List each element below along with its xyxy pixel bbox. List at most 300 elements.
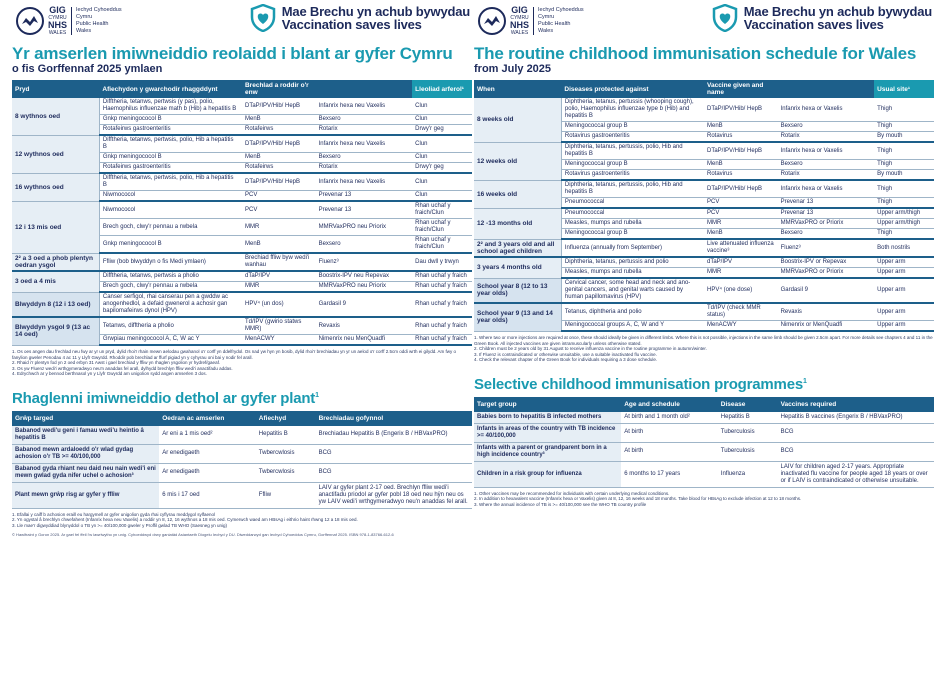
- footnote: 1. Other vaccines may be recommended for individuals with certain underlying medical conditions.: [474, 490, 670, 496]
- column-header: Grŵp targed: [12, 411, 159, 426]
- slogan-english: Vaccination saves lives: [743, 17, 884, 32]
- vaccine-cell: DTaP/IPV/Hib/ HepB: [242, 98, 316, 115]
- column-header: Pryd: [12, 80, 99, 98]
- brand-cell: Nimenrix neu MenQuadfi: [316, 335, 413, 346]
- selective-table: [474, 397, 934, 488]
- table-row: [474, 208, 934, 219]
- org-name-line: Iechyd Cyhoeddus: [538, 7, 584, 13]
- selective-footnotes: [474, 491, 934, 508]
- age-cell: 12 weeks old: [474, 142, 561, 180]
- age-schedule-cell: 6 months to 17 years: [621, 461, 718, 487]
- vaccine-cell: MenB: [704, 160, 778, 170]
- site-cell: Drwy'r geg: [412, 125, 472, 136]
- site-cell: By mouth: [874, 170, 934, 181]
- brand-cell: Infanrix hexa neu Vaxelis: [316, 98, 413, 115]
- table-row: [12, 173, 472, 191]
- site-cell: Upper arm/thigh: [874, 219, 934, 229]
- disease-cell: Difftheria, tetanws, pertwsis, polio, Hib a hepatitis B: [99, 135, 242, 153]
- age-schedule-cell: Ar enedigaeth: [159, 444, 256, 463]
- target-group-cell: Infants with a parent or grandparent born in a high incidence country³: [474, 442, 621, 461]
- routine-schedule-table: [474, 80, 934, 332]
- selective-title-text: Rhaglenni imiwneiddio dethol ar gyfer plant: [12, 389, 316, 407]
- age-cell: 16 wythnos oed: [12, 173, 99, 201]
- site-cell: Thigh: [874, 122, 934, 132]
- vaccine-cell: Rotavirus: [704, 170, 778, 181]
- vaccine-cell: MenB: [242, 115, 316, 125]
- vaccine-cell: MenB: [242, 153, 316, 163]
- table-header-row: [12, 80, 472, 98]
- age-schedule-cell: 6 mis i 17 oed: [159, 482, 256, 508]
- age-cell: 3 oed a 4 mis: [12, 271, 99, 292]
- vaccine-cell: BCG: [778, 442, 934, 461]
- disease-cell: Twbercwlosis: [256, 463, 316, 482]
- brand-cell: Boostrix-IPV or Repevax: [778, 257, 875, 268]
- target-group-cell: Babanod gyda rhiant neu daid neu nain wedi'i eni mewn gwlad gyda nifer uchel o achosion³: [12, 463, 159, 482]
- disease-cell: Meningococcal groups A, C, W and Y: [561, 321, 704, 332]
- vaccine-cell: MenB: [242, 236, 316, 254]
- vaccine-cell: DTaP/IPV/Hib/ HepB: [704, 180, 778, 198]
- org-name: [76, 7, 122, 35]
- wales-text: WALES: [48, 30, 67, 36]
- age-schedule-cell: At birth: [621, 423, 718, 442]
- disease-cell: Influenza: [718, 461, 778, 487]
- welsh-column: [8, 0, 476, 674]
- disease-cell: Tetanus, diphtheria and polio: [561, 303, 704, 321]
- vaccine-cell: Td/IPV (check MMR status): [704, 303, 778, 321]
- column-header: Afiechydon y gwarchodir rhaggddynt: [99, 80, 242, 98]
- cymru-text: CYMRU: [48, 15, 67, 21]
- age-cell: 12 -13 months old: [474, 208, 561, 239]
- vaccine-cell: Live attenuated influenza vaccine³: [704, 239, 778, 257]
- age-cell: 8 wythnos oed: [12, 98, 99, 135]
- table-row: [474, 278, 934, 303]
- column-header: [778, 80, 875, 98]
- disease-cell: Meningococcal group B: [561, 160, 704, 170]
- nhs-wales-logo: [478, 6, 584, 36]
- brand-cell: Fluenz³: [316, 253, 413, 271]
- site-cell: Thigh: [874, 142, 934, 160]
- slogan-text: [744, 5, 932, 31]
- vaccine-cell: Hepatitis B vaccines (Engerix B / HBVaxPRO): [778, 412, 934, 424]
- disease-cell: Difftheria, tetanws, pertwsis (y pas), polio, Haemophilus influenzae math b (Hib) a hepatitis B: [99, 98, 242, 115]
- column-header: Disease: [718, 397, 778, 412]
- table-row: [474, 257, 934, 268]
- brand-cell: Prevenar 13: [316, 191, 413, 202]
- slogan-text: [282, 5, 470, 31]
- selective-footnotes: [12, 512, 472, 529]
- nhs-text: NHS: [48, 20, 68, 30]
- footnote: 3. If Fluenz is contraindicated or otherwise unsuitable, use a suitable inactivated flu vaccine.: [474, 351, 657, 357]
- footnote: 3. Lle mae'r digwyddiad blynyddol o TB yn >= 40/100,000 gweler y Proffil gwlad TB WHO (Saesneg yn unig): [12, 522, 227, 528]
- slogan-block: [712, 4, 932, 32]
- column-header: Diseases protected against: [561, 80, 704, 98]
- disease-cell: Diphtheria, tetanus, pertussis and polio: [561, 257, 704, 268]
- brand-cell: Infanrix hexa or Vaxelis: [778, 98, 875, 122]
- age-cell: School year 9 (13 and 14 year olds): [474, 303, 561, 331]
- column-header: [316, 80, 413, 98]
- disease-cell: Tetanws, difftheria a pholio: [99, 317, 242, 335]
- disease-cell: Gnkp meningococol B: [99, 236, 242, 254]
- brand-cell: Gardasil 9: [316, 292, 413, 317]
- brand-cell: Infanrix hexa neu Vaxelis: [316, 135, 413, 153]
- brand-cell: Bexsero: [316, 115, 413, 125]
- gig-text: GIG: [511, 5, 528, 15]
- header: [470, 0, 938, 44]
- vaccine-cell: PCV: [242, 201, 316, 219]
- vaccine-cell: MenACWY: [704, 321, 778, 332]
- schedule-footnotes: [12, 349, 472, 377]
- org-name-line: Public Health: [76, 21, 109, 27]
- site-cell: Clun: [412, 98, 472, 115]
- org-name: [538, 7, 584, 35]
- site-cell: Rhan uchaf y fraich/Clun: [412, 236, 472, 254]
- site-cell: Upper arm: [874, 268, 934, 279]
- age-cell: 8 weeks old: [474, 98, 561, 142]
- column-header: Lleoliad arferol¹: [412, 80, 472, 98]
- disease-cell: Difftheria, tetanws, pertwsis, polio, Hib a hepatitis B: [99, 173, 242, 191]
- footnote: 2. Rhaid i'r plentyn fod yn 2 oed erbyn 31 Awst i gael brechiad y ffliw yn rhaglen ysgolion yr hydref/gaeaf.: [12, 360, 221, 365]
- org-name-line: Public Health: [538, 21, 571, 27]
- table-header-row: [474, 80, 934, 98]
- vaccine-cell: MMR: [704, 219, 778, 229]
- site-cell: Rhan uchaf y fraich: [412, 271, 472, 282]
- disease-cell: Rotavirus gastroenteritis: [561, 170, 704, 181]
- disease-cell: Hepatitis B: [718, 412, 778, 424]
- disease-cell: Diphtheria, tetanus, pertussis, polio, Hib and hepatitis B: [561, 180, 704, 198]
- disease-cell: Pneumococcal: [561, 198, 704, 209]
- table-row: [474, 239, 934, 257]
- column-header: Brechiadau gofynnol: [316, 411, 472, 426]
- org-name-line: Cymru: [76, 14, 93, 20]
- disease-cell: Diphtheria, tetanus, pertussis (whooping cough), polio, Haemophilus influenzae type b (Hib) and hepatitis B: [561, 98, 704, 122]
- disease-cell: Measles, mumps and rubella: [561, 268, 704, 279]
- schedule-subtitle: o fis Gorffennaf 2025 ymlaen: [12, 63, 163, 75]
- slogan-welsh: Mae Brechu yn achub bywydau: [743, 4, 932, 19]
- age-schedule-cell: Ar eni a 1 mis oed²: [159, 426, 256, 445]
- age-schedule-cell: Ar enedigaeth: [159, 463, 256, 482]
- vaccine-cell: Rotavirus: [704, 132, 778, 143]
- table-row: [474, 180, 934, 198]
- table-row: [474, 303, 934, 321]
- table-row: [474, 461, 934, 487]
- disease-cell: Rotavirus gastroenteritis: [561, 132, 704, 143]
- target-group-cell: Infants in areas of the country with TB incidence >= 40/100,000: [474, 423, 621, 442]
- table-row: [12, 292, 472, 317]
- org-name-line: Cymru: [538, 14, 555, 20]
- target-group-cell: Babanod wedi'u geni i famau wedi'u heintio â hepatitis B: [12, 426, 159, 445]
- schedule-subtitle: from July 2025: [474, 63, 552, 75]
- site-cell: Upper arm: [874, 257, 934, 268]
- disease-cell: Ffliw: [256, 482, 316, 508]
- table-row: [12, 482, 472, 508]
- brand-cell: Bexsero: [778, 160, 875, 170]
- disease-cell: Tuberculosis: [718, 423, 778, 442]
- vaccine-cell: LAIV for children aged 2-17 years. Appropriate inactivated flu vaccine for people aged 18 years or over or if LAIV is contraindicated or otherwise unsuitable.: [778, 461, 934, 487]
- age-cell: 2² a 3 oed a phob plentyn oedran ysgol: [12, 253, 99, 271]
- brand-cell: MMRVaxPRO neu Priorix: [316, 219, 413, 236]
- brand-cell: Bexsero: [316, 236, 413, 254]
- table-row: [474, 423, 934, 442]
- brand-cell: MMRVaxPRO or Priorix: [778, 268, 875, 279]
- disease-cell: Canser serfigol, rhai canserau pen a gwddw ac anogenhedlol, a defaid gwenerol a achosir gan bapilomafeirws dynol (HPV): [99, 292, 242, 317]
- column-header: Target group: [474, 397, 621, 412]
- vaccine-cell: LAIV ar gyfer plant 2-17 oed. Brechlyn ffliw wedi'i anactifadu priodol ar gyfer pobl 18 oed neu hŷn neu os yw LAIV wedi'i wrthgymeradwyo neu'n anaddas fel arall.: [316, 482, 472, 508]
- brand-cell: Revaxis: [778, 303, 875, 321]
- brand-cell: Gardasil 9: [778, 278, 875, 303]
- table-row: [474, 442, 934, 461]
- disease-cell: Tuberculosis: [718, 442, 778, 461]
- shield-heart-icon: [712, 4, 738, 32]
- brand-cell: Rotarix: [316, 125, 413, 136]
- vaccine-cell: dTaP/IPV: [704, 257, 778, 268]
- site-cell: Clun: [412, 135, 472, 153]
- site-cell: Drwy'r geg: [412, 163, 472, 174]
- brand-cell: Bexsero: [316, 153, 413, 163]
- slogan-english: Vaccination saves lives: [281, 17, 422, 32]
- brand-cell: Revaxis: [316, 317, 413, 335]
- age-cell: 12 wythnos oed: [12, 135, 99, 173]
- table-row: [12, 253, 472, 271]
- logo-divider: [71, 7, 72, 35]
- brand-cell: Fluenz³: [778, 239, 875, 257]
- disease-cell: Ffliw (bob blwyddyn o fis Medi ymlaen): [99, 253, 242, 271]
- english-column: [470, 0, 938, 674]
- site-cell: Upper arm: [874, 278, 934, 303]
- vaccine-cell: MenB: [704, 229, 778, 240]
- selective-table: [12, 411, 472, 509]
- disease-cell: Rotafeirws gastroenteritis: [99, 125, 242, 136]
- disease-cell: Meningococcal group B: [561, 229, 704, 240]
- brand-cell: Nimenrix or MenQuadfi: [778, 321, 875, 332]
- table-row: [474, 98, 934, 122]
- org-name-line: Wales: [76, 28, 92, 34]
- vaccine-cell: DTaP/IPV/Hib/ HepB: [704, 98, 778, 122]
- disease-cell: Niwmococol: [99, 191, 242, 202]
- org-name-line: Iechyd Cyhoeddus: [76, 7, 122, 13]
- site-cell: Rhan uchaf y fraich/Clun: [412, 201, 472, 219]
- age-cell: 12 i 13 mis oed: [12, 201, 99, 253]
- disease-cell: Niwmococol: [99, 201, 242, 219]
- footnote: 4. Check the relevant chapter of the Green Book for individuals requiring a 3 dose schedule.: [474, 357, 658, 362]
- age-cell: 3 years 4 months old: [474, 257, 561, 278]
- column-header: Vaccines required: [778, 397, 934, 412]
- column-header: When: [474, 80, 561, 98]
- footnote: 2. In addition to hexavalent vaccine (Infanrix hexa or Vaxelis) given at 8, 12, 16 weeks and 18 months. Take blood for HBsAg to exclude infection at 12 to 18 months.: [474, 496, 802, 501]
- table-row: [12, 317, 472, 335]
- nhs-wales-logo: [16, 6, 122, 36]
- schedule-title: The routine childhood immunisation schedule for Wales: [474, 44, 917, 63]
- slogan-block: [250, 4, 470, 32]
- org-name-line: Wales: [538, 28, 554, 34]
- site-cell: Thigh: [874, 98, 934, 122]
- table-row: [12, 463, 472, 482]
- disease-cell: Twbercwlosis: [256, 444, 316, 463]
- cymru-text: CYMRU: [510, 15, 529, 21]
- brand-cell: Infanrix hexa neu Vaxelis: [316, 173, 413, 191]
- column-header: Brechlad a roddir o'r enw: [242, 80, 316, 98]
- routine-schedule-table: [12, 80, 472, 346]
- footnote: 2. Children must be 2 years old by 31 August to receive influenza vaccine in the routine programme in autumn/winter.: [474, 346, 707, 351]
- site-cell: Clun: [412, 153, 472, 163]
- site-cell: Upper arm/thigh: [874, 208, 934, 219]
- vaccine-cell: Brechiad ffliw byw wedi'i wanhau: [242, 253, 316, 271]
- site-cell: Clun: [412, 191, 472, 202]
- brand-cell: MMRVaxPRO neu Priorix: [316, 282, 413, 293]
- brand-cell: Rotarix: [778, 170, 875, 181]
- age-cell: 2² and 3 years old and all school aged children: [474, 239, 561, 257]
- disease-cell: Grwpiau meningococol A, C, W ac Y: [99, 335, 242, 346]
- target-group-cell: Children in a risk group for influenza: [474, 461, 621, 487]
- site-cell: Upper arm: [874, 303, 934, 321]
- site-cell: Rhan uchaf y fraich: [412, 335, 472, 346]
- vaccine-cell: Td/IPV (gwirio statws MMR): [242, 317, 316, 335]
- footnote: 3. Os yw Fluenz wedi'i wrthgymeradwyo neu'n anaddas fel arall, dylhydd brechlyn ffliw wedi'i anactifadu addas.: [12, 365, 233, 371]
- table-header-row: [474, 397, 934, 412]
- footnote: 1. Os oes angen dau frechlad neu fwy ar yr un pryd, dylid rhoi'r rhain mewn aelodau gwahanol o'r corff yn ddelfrydol. Os nad yw hyn yn bosib, dylid rhoi'r brechiadau yn yr un aelod o'r corff 2.5cm oddi wrth ei gilydd. Am fwy o fanylion gweler Penodau 4 ac 11 y Llyfr Gwyrdd. Rhoddir pob brechlad ar ffurf pigiad yn y cyhyrau oni bai y nodir fel arall.: [12, 349, 457, 360]
- disease-cell: Hepatitis B: [256, 426, 316, 445]
- gig-nhs-wordmark: [510, 6, 529, 36]
- brand-cell: MMRVaxPRO or Priorix: [778, 219, 875, 229]
- target-group-cell: Babies born to hepatitis B infected mothers: [474, 412, 621, 424]
- site-cell: Rhan uchaf y fraich: [412, 282, 472, 293]
- disease-cell: Cervical cancer, some head and neck and ano-genital cancers, and genital warts caused by human papillomavirus (HPV): [561, 278, 704, 303]
- site-cell: Thigh: [874, 160, 934, 170]
- site-cell: Dau dwll y trwyn: [412, 253, 472, 271]
- site-cell: Thigh: [874, 229, 934, 240]
- vaccine-cell: Rotafeirws: [242, 125, 316, 136]
- vaccine-cell: HPV⁴ (un dos): [242, 292, 316, 317]
- selective-title-text: Selective childhood immunisation programmes: [474, 375, 803, 393]
- table-row: [12, 98, 472, 115]
- vaccine-cell: BCG: [316, 463, 472, 482]
- site-cell: Clun: [412, 115, 472, 125]
- vaccine-cell: DTaP/IPV/Hib/ HepB: [242, 173, 316, 191]
- brand-cell: Boostrix-IPV neu Repevax: [316, 271, 413, 282]
- disease-cell: Gnkp meningococol B: [99, 153, 242, 163]
- age-schedule-cell: At birth: [621, 442, 718, 461]
- brand-cell: Rotarix: [316, 163, 413, 174]
- disease-cell: Difftheria, tetanws, pertwsis a pholio: [99, 271, 242, 282]
- vaccine-cell: Rotafeirws: [242, 163, 316, 174]
- gig-nhs-wordmark: [48, 6, 67, 36]
- vaccine-cell: MMR: [704, 268, 778, 279]
- footnote: 1. Where two or more injections are required at once, these should ideally be given in different limbs. Where this is not possible, injections in the same limb should be given 2.5cm apart. For more details see chapters 4 and 11 in the Green Book. All injected vaccines are given intramuscularly unless otherwise stated.: [474, 335, 933, 346]
- slogan-welsh: Mae Brechu yn achub bywydau: [281, 4, 470, 19]
- selective-title: [12, 387, 476, 407]
- brand-cell: Prevenar 13: [778, 198, 875, 209]
- column-header: Vaccine given and name: [704, 80, 778, 98]
- footnote: 4. Edrychwch ar y bennod berthnasol yn y Llyfr Gwyrdd am unigolion sydd angen amserlen 3 dos.: [12, 371, 207, 376]
- vaccine-cell: DTaP/IPV/Hib/ HepB: [704, 142, 778, 160]
- vaccine-cell: PCV: [704, 198, 778, 209]
- table-row: [12, 135, 472, 153]
- table-row: [474, 412, 934, 424]
- table-row: [12, 201, 472, 219]
- vaccine-cell: MenACWY: [242, 335, 316, 346]
- vaccine-cell: MMR: [242, 282, 316, 293]
- dragon-emblem-icon: [16, 7, 44, 35]
- header: [8, 0, 476, 44]
- dragon-emblem-icon: [478, 7, 506, 35]
- vaccine-cell: dTaP/IPV: [242, 271, 316, 282]
- age-cell: School year 8 (12 to 13 year olds): [474, 278, 561, 303]
- age-cell: Blwyddyn ysgol 9 (13 ac 14 oed): [12, 317, 99, 345]
- copyright-footer: © Hawlfraint y Goron 2025. Ar gael fel ffeil i'w lawrlwytho yn unig. Cyhoeddwyd drwy ganiatâd Asiantaeth Diogelu Iechyd y DU. Diweddarwyd gan Iechyd Cyhoeddus Cymru, Gorffennaf 2025. ISBN 978-1-83766-612-6: [12, 532, 394, 537]
- table-header-row: [12, 411, 472, 426]
- brand-cell: Bexsero: [778, 122, 875, 132]
- nhs-text: NHS: [510, 20, 530, 30]
- vaccine-cell: BCG: [778, 423, 934, 442]
- column-header: Oedran ac amserlen: [159, 411, 256, 426]
- site-cell: Thigh: [874, 180, 934, 198]
- brand-cell: Infanrix hexa or Vaxelis: [778, 180, 875, 198]
- footnote-marker: 1: [315, 391, 319, 399]
- site-cell: Rhan uchaf y fraich/Clun: [412, 219, 472, 236]
- vaccine-cell: PCV: [704, 208, 778, 219]
- vaccine-cell: MMR: [242, 219, 316, 236]
- gig-text: GIG: [49, 5, 66, 15]
- wales-text: WALES: [510, 30, 529, 36]
- site-cell: Both nostrils: [874, 239, 934, 257]
- target-group-cell: Plant mewn grŵp risg ar gyfer y ffliw: [12, 482, 159, 508]
- disease-cell: Measles, mumps and rubella: [561, 219, 704, 229]
- logo-divider: [533, 7, 534, 35]
- disease-cell: Rotafeirws gastroenteritis: [99, 163, 242, 174]
- vaccine-cell: HPV⁴ (one dose): [704, 278, 778, 303]
- selective-title: [474, 373, 938, 393]
- table-row: [12, 444, 472, 463]
- site-cell: By mouth: [874, 132, 934, 143]
- site-cell: Clun: [412, 173, 472, 191]
- disease-cell: Influenza (annually from September): [561, 239, 704, 257]
- shield-heart-icon: [250, 4, 276, 32]
- schedule-footnotes: [474, 335, 934, 363]
- table-row: [12, 426, 472, 445]
- footnote-marker: 1: [802, 377, 807, 385]
- vaccine-cell: Brechiadau Hepatitis B (Engerix B / HBVaxPRO): [316, 426, 472, 445]
- age-cell: 16 weeks old: [474, 180, 561, 208]
- vaccine-cell: DTaP/IPV/Hib/ HepB: [242, 135, 316, 153]
- age-cell: Blwyddyn 8 (12 i 13 oed): [12, 292, 99, 317]
- column-header: Age and schedule: [621, 397, 718, 412]
- vaccine-cell: BCG: [316, 444, 472, 463]
- site-cell: Rhan uchaf y fraich: [412, 317, 472, 335]
- site-cell: Upper arm: [874, 321, 934, 332]
- disease-cell: Diphtheria, tetanus, pertussis, polio, Hib and hepatitis B: [561, 142, 704, 160]
- target-group-cell: Babanod mewn ardaloedd o'r wlad gydag achosion o'r TB >= 40/100,000: [12, 444, 159, 463]
- disease-cell: Gnkp meningococol B: [99, 115, 242, 125]
- disease-cell: Brech goch, clwy'r pennau a rwbela: [99, 282, 242, 293]
- vaccine-cell: MenB: [704, 122, 778, 132]
- disease-cell: Meningococcal group B: [561, 122, 704, 132]
- column-header: Usual site¹: [874, 80, 934, 98]
- age-schedule-cell: At birth and 1 month old²: [621, 412, 718, 424]
- schedule-title: Yr amserlen imiwneiddio reolaidd i blant ar gyfer Cymru: [12, 44, 453, 63]
- brand-cell: Prevenar 13: [316, 201, 413, 219]
- disease-cell: Brech goch, clwy'r pennau a rwbela: [99, 219, 242, 236]
- footnote: 1. Efallai y caiff b achosion eraill eu hargymell ar gyfer unigolion gyda rhai cyflyrau meddygol sylfaenol: [12, 511, 216, 517]
- disease-cell: Pneumococcal: [561, 208, 704, 219]
- footnote: 3. Where the annual incidence of TB is >= 40/100,000 see the WHO TB country profile: [474, 501, 647, 507]
- table-row: [474, 142, 934, 160]
- brand-cell: Rotarix: [778, 132, 875, 143]
- brand-cell: Prevenar 13: [778, 208, 875, 219]
- vaccine-cell: PCV: [242, 191, 316, 202]
- table-row: [12, 271, 472, 282]
- site-cell: Thigh: [874, 198, 934, 209]
- brand-cell: Bexsero: [778, 229, 875, 240]
- site-cell: Rhan uchaf y fraich: [412, 292, 472, 317]
